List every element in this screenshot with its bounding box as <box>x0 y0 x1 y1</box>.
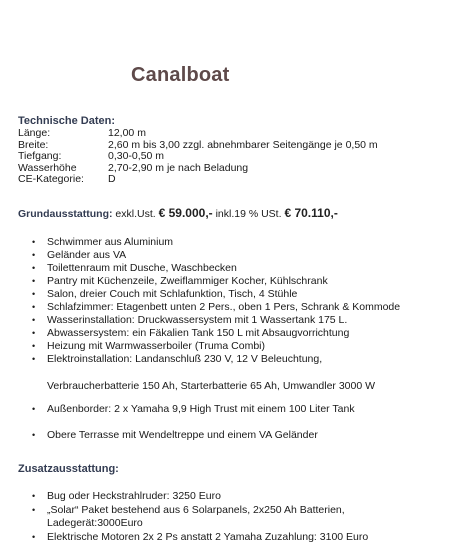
bullet-icon: • <box>32 430 36 440</box>
bullet-icon: • <box>32 354 36 364</box>
excl-tax-label: exkl.Ust. <box>115 208 156 220</box>
spec-row-ce <box>18 174 378 186</box>
spec-key: CE-Kategorie: <box>18 173 84 186</box>
optional-equipment-heading: Zusatzausstattung: <box>18 463 119 475</box>
spec-value: 2,60 m bis 3,00 zzgl. abnehmbarer Seitengänge je 0,50 m <box>108 138 378 151</box>
bullet-icon: • <box>32 250 36 260</box>
bullet-icon: • <box>32 341 36 351</box>
bullet-icon: • <box>32 505 36 515</box>
solar-continuation: Ladegerät:3000Euro <box>47 517 143 529</box>
bullet-icon: • <box>32 404 36 414</box>
spec-key: Tiefgang: <box>18 150 62 163</box>
incl-tax-price: € 70.110,- <box>284 206 338 220</box>
base-equipment-label: Grundausstattung: <box>18 208 113 220</box>
bullet-icon: • <box>32 289 36 299</box>
spec-row-width <box>18 140 378 152</box>
spec-key: Breite: <box>18 138 49 151</box>
bullet-icon: • <box>32 315 36 325</box>
spec-key: Wasserhöhe <box>18 161 77 174</box>
bullet-icon: • <box>32 276 36 286</box>
bullet-icon: • <box>32 237 36 247</box>
tech-specs-table <box>18 128 378 186</box>
bullet-icon: • <box>32 302 36 312</box>
spec-value: D <box>108 173 116 186</box>
spec-value: 12,00 m <box>108 127 146 139</box>
bullet-icon: • <box>32 263 36 273</box>
page-title: Canalboat <box>131 64 230 86</box>
spec-value: 0,30-0,50 m <box>108 150 165 163</box>
base-price-line <box>18 206 338 220</box>
spec-key: Länge: <box>18 127 51 139</box>
excl-tax-price: € 59.000,- <box>158 206 213 220</box>
bullet-icon: • <box>32 328 36 338</box>
tech-heading: Technische Daten: <box>18 115 115 127</box>
bullet-icon: • <box>32 532 36 542</box>
electrical-continuation: Verbraucherbatterie 150 Ah, Starterbatterie 65 Ah, Umwandler 3000 W <box>47 380 376 392</box>
spec-value: 2,70-2,90 m je nach Beladung <box>108 161 249 174</box>
bullet-icon: • <box>32 491 36 501</box>
incl-tax-label: inkl.19 % USt. <box>215 208 282 220</box>
spec-row-length <box>18 128 378 140</box>
